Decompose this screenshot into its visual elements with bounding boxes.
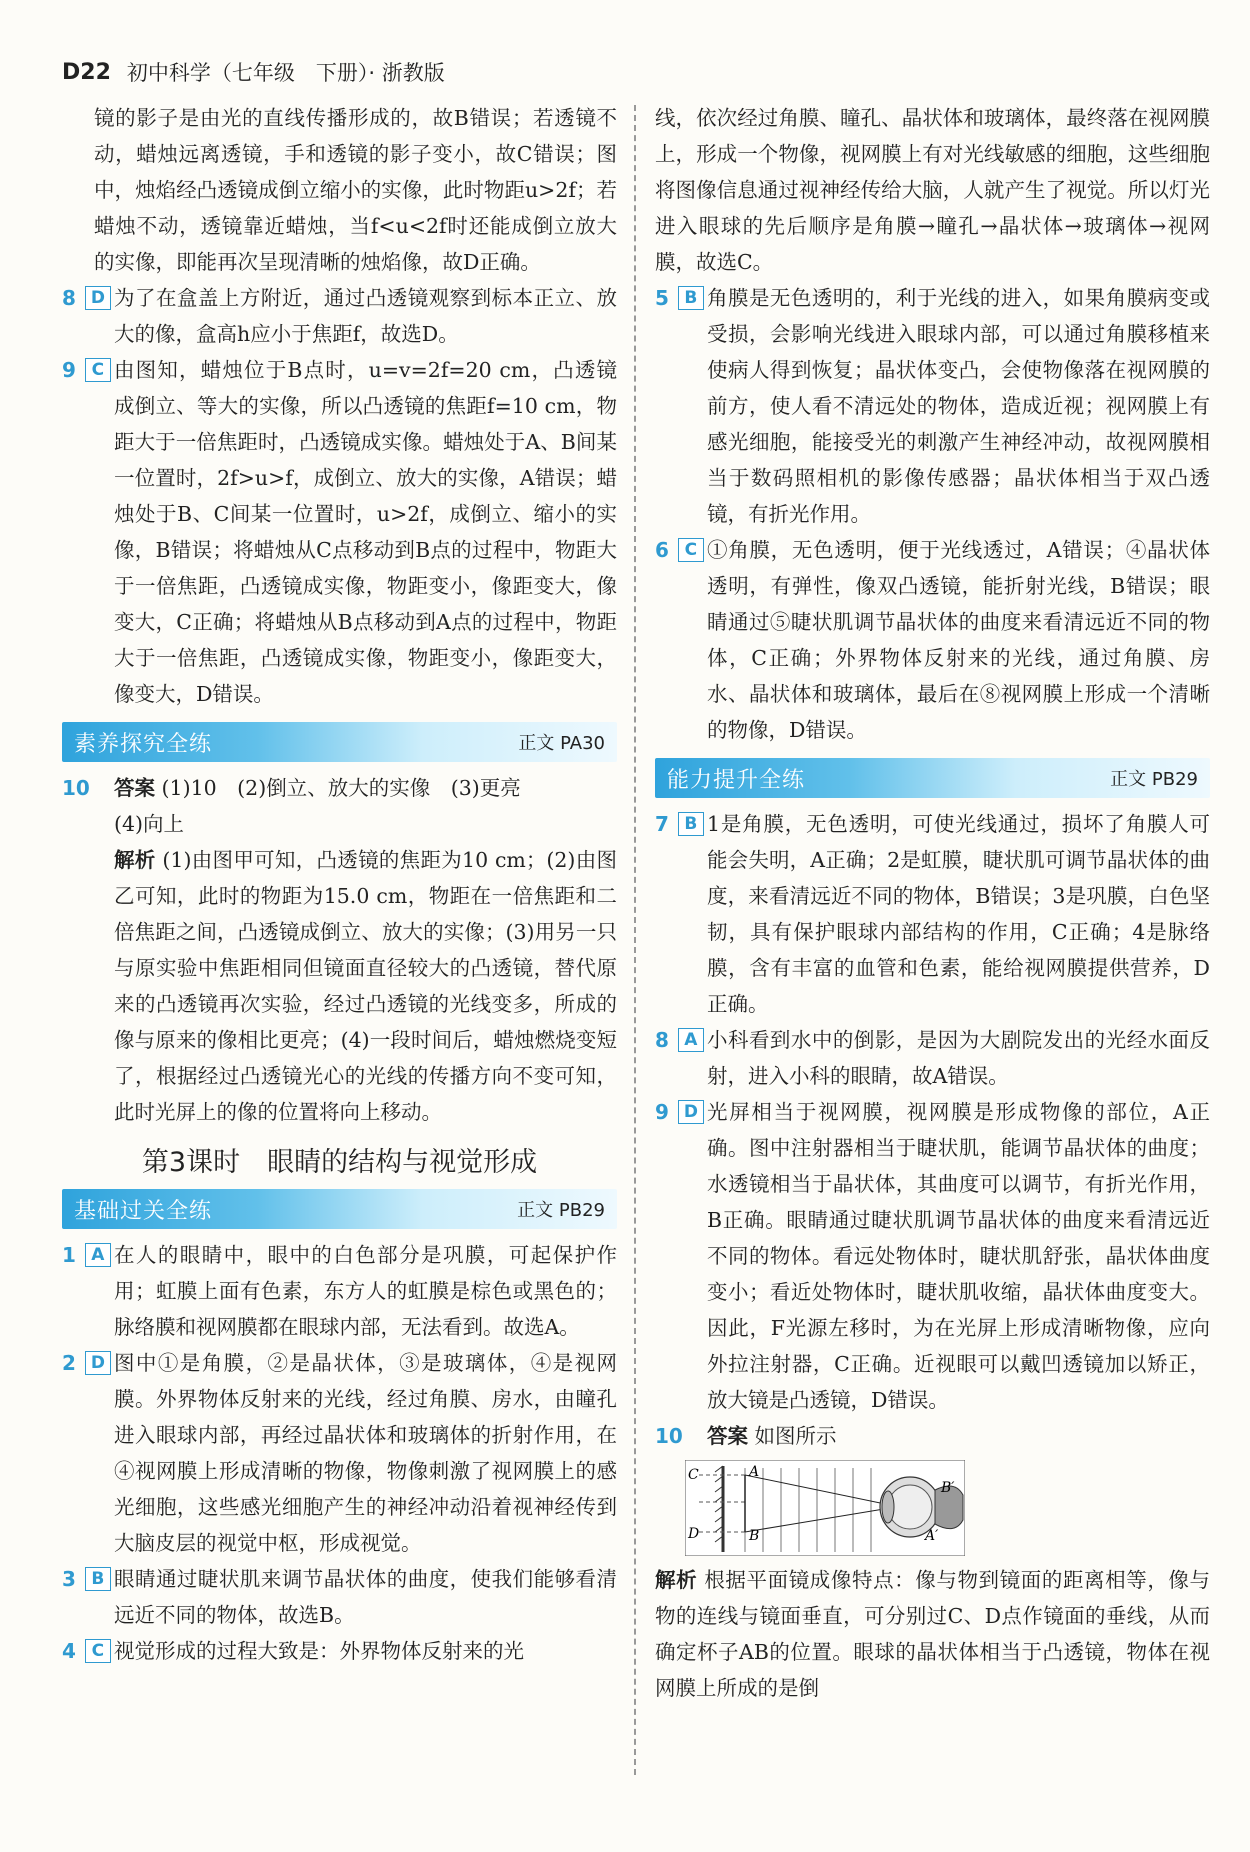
- answer-box: A: [85, 1243, 111, 1267]
- page-header: [62, 52, 445, 92]
- item-number: 5 B: [655, 280, 704, 316]
- answer-box: C: [85, 358, 111, 382]
- analysis-label: 解析: [655, 1568, 698, 1592]
- answer-item-1: [62, 1237, 617, 1345]
- banner-ref: 正文 PB29: [517, 1200, 605, 1221]
- item-number: 8 A: [655, 1022, 704, 1058]
- answer-label: 答案: [707, 1424, 748, 1448]
- banner-ref: 正文 PB29: [1110, 769, 1198, 790]
- mirror-eye-figure: [685, 1460, 1210, 1560]
- label-B-prime: B′: [941, 1480, 955, 1496]
- item-number: 7 B: [655, 806, 704, 842]
- answer-box: C: [678, 538, 704, 562]
- item-text: 眼睛通过睫状肌来调节晶状体的曲度，使我们能够看清远近不同的物体，故选B。: [114, 1567, 617, 1627]
- analysis-block-10: [655, 1562, 1210, 1706]
- label-B: B: [749, 1528, 760, 1544]
- item-text: 在人的眼睛中，眼中的白色部分是巩膜，可起保护作用；虹膜上面有色素，东方人的虹膜是棕色或黑色的；脉络膜和视网膜都在眼球内部，无法看到。故选A。: [114, 1243, 617, 1339]
- item-number: 10: [655, 1424, 683, 1448]
- answer-item-9: [655, 1094, 1210, 1418]
- item-number: 1 A: [62, 1237, 111, 1273]
- answer-box: C: [85, 1639, 111, 1663]
- answer-item-4: [62, 1633, 617, 1669]
- answer-text: 如图所示: [754, 1424, 837, 1448]
- analysis-label: 解析: [114, 848, 156, 872]
- left-column: [62, 100, 617, 1669]
- item-text: 视觉形成的过程大致是：外界物体反射来的光: [114, 1639, 524, 1663]
- banner-title: 基础过关全练: [74, 1198, 213, 1224]
- item-number: 9 C: [62, 352, 111, 388]
- answer-item-10: [62, 770, 617, 1130]
- item-text: 小科看到水中的倒影，是因为大剧院发出的光经水面反射，进入小科的眼睛，故A错误。: [707, 1028, 1210, 1088]
- answer-box: D: [85, 286, 111, 310]
- answer-item-5: [655, 280, 1210, 532]
- answer-text-2: (4)向上: [114, 812, 185, 836]
- answer-box: B: [85, 1567, 111, 1591]
- item-number: 8 D: [62, 280, 111, 316]
- right-column: [655, 100, 1210, 1706]
- item-number: 4 C: [62, 1633, 111, 1669]
- answer-label: 答案: [114, 776, 155, 800]
- item-number: 10: [62, 776, 90, 800]
- item-text: 1是角膜，无色透明，可使光线通过，损坏了角膜人可能会失明，A正确；2是虹膜，睫状肌可调节晶状体的曲度，来看清远近不同的物体，B错误；3是巩膜，白色坚韧，具有保护眼球内部结构的作用，C正确；4是脉络膜，含有丰富的血管和色素，能给视网膜提供营养，D正确。: [707, 812, 1210, 1016]
- answer-item-10: [655, 1418, 1210, 1454]
- item-number: 6 C: [655, 532, 704, 568]
- optics-diagram: [685, 1460, 965, 1556]
- banner-ref: 正文 PA30: [518, 733, 605, 754]
- section-banner-basic: [62, 1189, 617, 1229]
- answer-box: D: [85, 1351, 111, 1375]
- lesson-title: 第3课时 眼睛的结构与视觉形成: [141, 1147, 538, 1178]
- answer-box: D: [678, 1100, 704, 1124]
- item-number: 2 D: [62, 1345, 111, 1381]
- answer-item-9: [62, 352, 617, 712]
- answer-item-8: [62, 280, 617, 352]
- answer-item-8: [655, 1022, 1210, 1094]
- item-text: 图中①是角膜，②是晶状体，③是玻璃体，④是视网膜。外界物体反射来的光线，经过角膜、房水，由瞳孔进入眼球内部，再经过晶状体和玻璃体的折射作用，在④视网膜上形成清晰的物像，物像刺激了视网膜上的感光细胞，这些感光细胞产生的神经冲动沿着视神经传到大脑皮层的视觉中枢，形成视觉。: [114, 1351, 617, 1555]
- answer-box: A: [678, 1028, 704, 1052]
- answer-item-2: [62, 1345, 617, 1561]
- item-text: ①角膜，无色透明，便于光线透过，A错误；④晶状体透明，有弹性，像双凸透镜，能折射光线，B错误；眼睛通过⑤睫状肌调节晶状体的曲度来看清远近不同的物体，C正确；外界物体反射来的光线，通过角膜、房水、晶状体和玻璃体，最后在⑧视网膜上形成一个清晰的物像，D错误。: [707, 538, 1210, 742]
- answer-text: (1)10 (2)倒立、放大的实像 (3)更亮: [161, 776, 521, 800]
- item-text: 光屏相当于视网膜，视网膜是形成物像的部位，A正确。图中注射器相当于睫状肌，能调节晶状体的曲度；水透镜相当于晶状体，其曲度可以调节，有折光作用，B正确。眼睛通过睫状肌调节晶状体的曲度来看清远近不同的物体。看远处物体时，睫状肌舒张，晶状体曲度变小；看近处物体时，睫状肌收缩，晶状体曲度变大。因此，F光源左移时，为在光屏上形成清晰物像，应向外拉注射器，C正确。近视眼可以戴凹透镜加以矫正，放大镜是凸透镜，D错误。: [707, 1100, 1210, 1412]
- answer-box: B: [678, 812, 704, 836]
- column-divider: [634, 105, 636, 1775]
- section-banner-literacy: [62, 722, 617, 762]
- book-title: 初中科学（七年级 下册）· 浙教版: [126, 61, 445, 85]
- section-banner-ability: [655, 758, 1210, 798]
- banner-title: 素养探究全练: [74, 731, 213, 757]
- item-number: 3 B: [62, 1561, 111, 1597]
- item-number: 9 D: [655, 1094, 704, 1130]
- item-text: 角膜是无色透明的，利于光线的进入，如果角膜病变或受损，会影响光线进入眼球内部，可以通过角膜移植来使病人得到恢复；晶状体变凸，会使物像落在视网膜的前方，使人看不清远处的物体，造成近视；视网膜上有感光细胞，能接受光的刺激产生神经冲动，故视网膜相当于数码照相机的影像传感器；晶状体相当于双凸透镜，有折光作用。: [707, 286, 1210, 526]
- label-A-prime: A′: [925, 1528, 939, 1544]
- answer-item-6: [655, 532, 1210, 748]
- banner-title: 能力提升全练: [667, 767, 806, 793]
- label-D: D: [688, 1526, 700, 1542]
- item-text: 为了在盒盖上方附近，通过凸透镜观察到标本正立、放大的像，盒高h应小于焦距f，故选D。: [114, 286, 617, 346]
- page-code: D22: [62, 59, 111, 85]
- carry-over-paragraph: 线，依次经过角膜、瞳孔、晶状体和玻璃体，最终落在视网膜上，形成一个物像，视网膜上有对光线敏感的细胞，这些细胞将图像信息通过视神经传给大脑，人就产生了视觉。所以灯光进入眼球的先后顺序是角膜→瞳孔→晶状体→玻璃体→视网膜，故选C。: [655, 106, 1210, 274]
- item-text: 由图知，蜡烛位于B点时，u=v=2f=20 cm，凸透镜成倒立、等大的实像，所以凸透镜的焦距f=10 cm，物距大于一倍焦距时，凸透镜成实像。蜡烛处于A、B间某一位置时，2f>u>f，成倒立、放大的实像，A错误；蜡烛处于B、C间某一位置时，u>2f，成倒立、缩小的实像，B错误；将蜡烛从C点移动到B点的过程中，物距大于一倍焦距，凸透镜成实像，物距变小，像距变大，像变大，C正确；将蜡烛从B点移动到A点的过程中，物距大于一倍焦距，凸透镜成实像，物距变小，像距变大，像变大，D错误。: [114, 358, 617, 706]
- analysis-text: (1)由图甲可知，凸透镜的焦距为10 cm；(2)由图乙可知，此时的物距为15.0 cm，物距在一倍焦距和二倍焦距之间，凸透镜成倒立、放大的实像；(3)用另一只与原实验中焦距相同但镜面直径较大的凸透镜，替代原来的凸透镜再次实验，经过凸透镜的光线变多，所成的像与原来的像相比更亮；(4)一段时间后，蜡烛燃烧变短了，根据经过凸透镜光心的光线的传播方向不变可知，此时光屏上的像的位置将向上移动。: [114, 848, 617, 1124]
- label-C: C: [688, 1467, 699, 1483]
- answer-box: B: [678, 286, 704, 310]
- answer-item-3: [62, 1561, 617, 1633]
- answer-item-7: [655, 806, 1210, 1022]
- analysis-text: 根据平面镜成像特点：像与物到镜面的距离相等，像与物的连线与镜面垂直，可分别过C、D点作镜面的垂线，从而确定杯子AB的位置。眼球的晶状体相当于凸透镜，物体在视网膜上所成的是倒: [655, 1568, 1211, 1700]
- carry-over-paragraph: 镜的影子是由光的直线传播形成的，故B错误；若透镜不动，蜡烛远离透镜，手和透镜的影子变小，故C错误；图中，烛焰经凸透镜成倒立缩小的实像，此时物距u>2f；若蜡烛不动，透镜靠近蜡烛，当f<u<2f时还能成倒立放大的实像，即能再次呈现清晰的烛焰像，故D正确。: [94, 106, 617, 274]
- label-A: A: [749, 1464, 760, 1480]
